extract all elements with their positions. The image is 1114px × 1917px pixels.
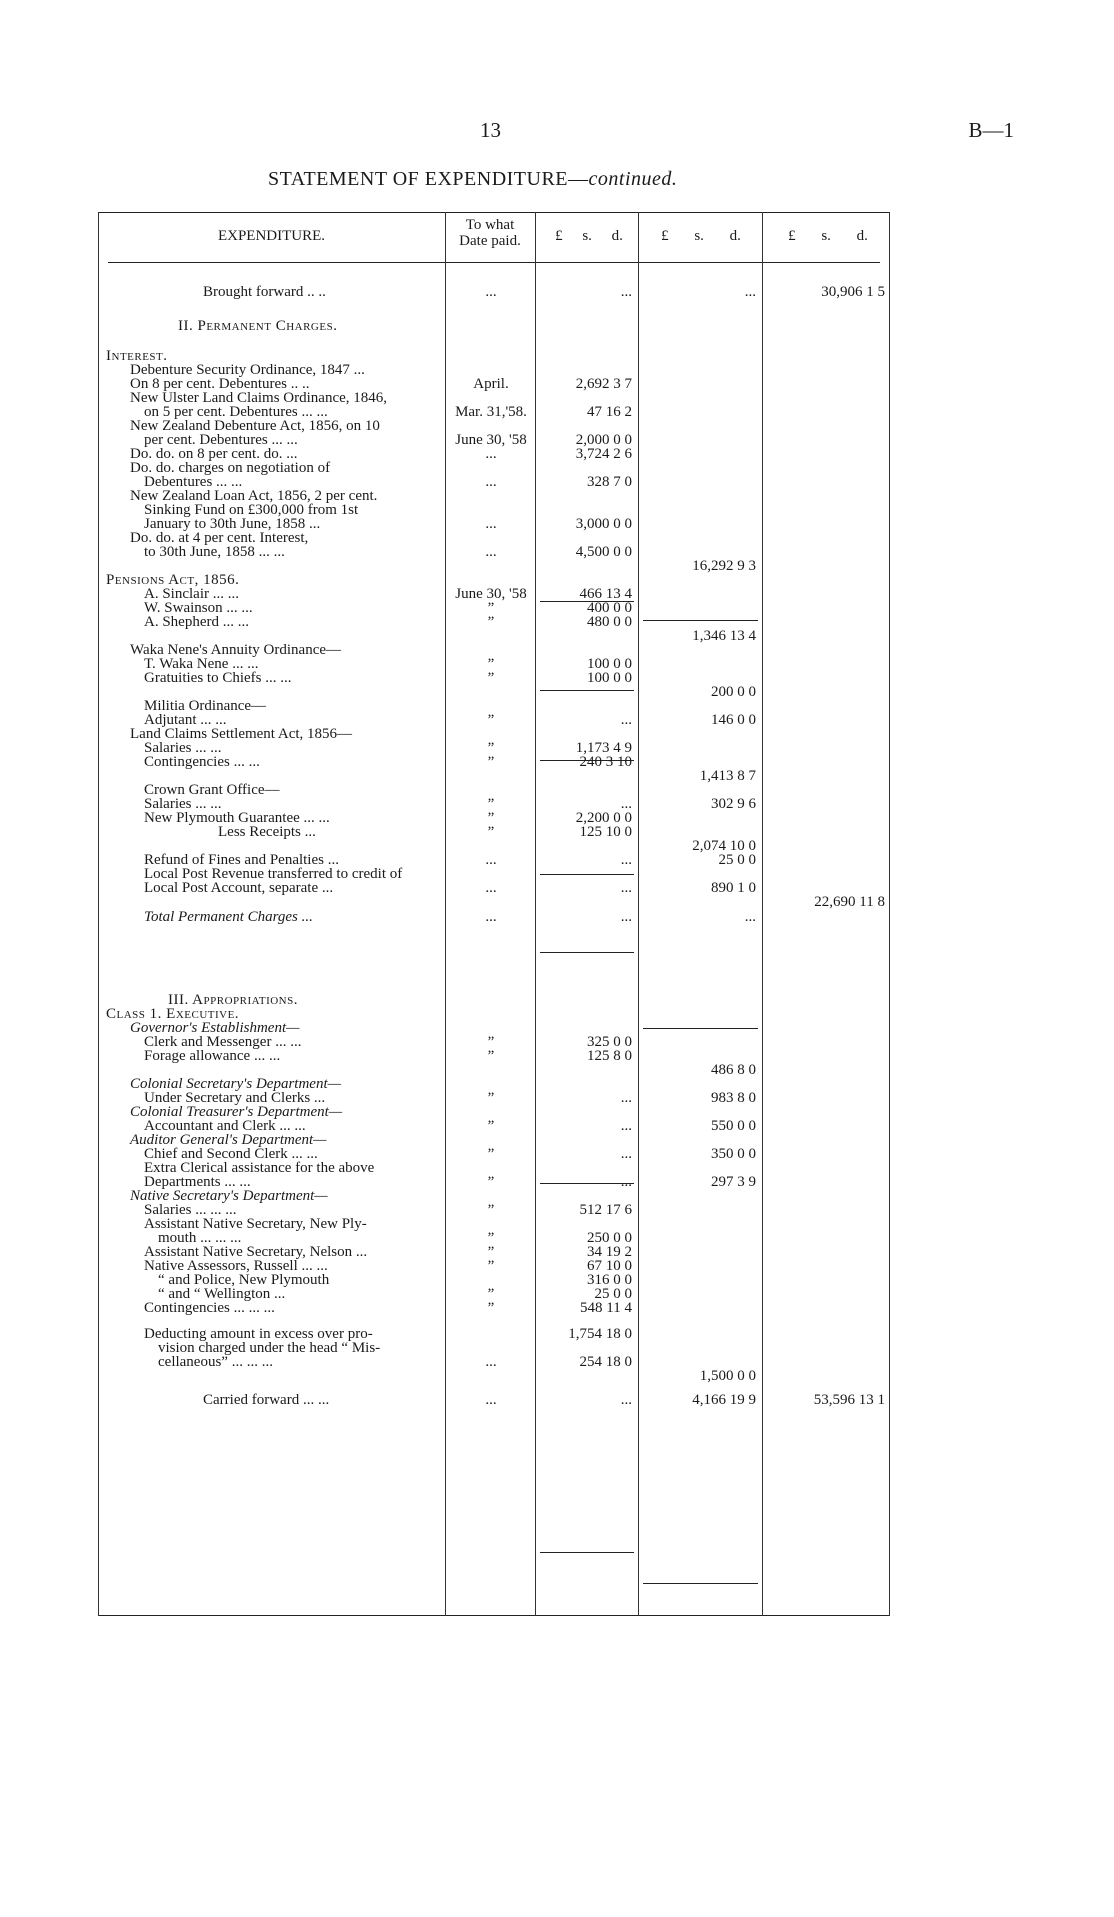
- row-label: Class 1. Executive.: [106, 1006, 240, 1022]
- date-paid-cell: Mar. 31,'58.: [455, 404, 527, 420]
- row-label: Under Secretary and Clerks ...: [144, 1090, 326, 1106]
- row-label: Forage allowance ... ...: [144, 1048, 281, 1064]
- row-label: Governor's Establishment—: [130, 1020, 300, 1036]
- row-label: Salaries ... ...: [144, 740, 222, 756]
- row-label: Clerk and Messenger ... ...: [144, 1034, 302, 1050]
- amount-cell: ...: [620, 712, 632, 728]
- date-paid-cell: ”: [487, 670, 495, 686]
- date-paid-cell: ...: [485, 1392, 497, 1408]
- row-label: A. Sinclair ... ...: [144, 586, 239, 602]
- row-label: Land Claims Settlement Act, 1856—: [130, 726, 353, 742]
- amount-cell: 16,292 9 3: [692, 558, 756, 574]
- date-paid-cell: ”: [487, 796, 495, 812]
- amount-cell: 254 18 0: [579, 1354, 632, 1370]
- amount-cell: ...: [620, 796, 632, 812]
- subtotal-rule: [540, 874, 634, 875]
- row-label: New Zealand Debenture Act, 1856, on 10: [130, 418, 380, 434]
- date-paid-cell: ...: [485, 446, 497, 462]
- row-label: New Ulster Land Claims Ordinance, 1846,: [130, 390, 388, 406]
- amount-cell: 297 3 9: [711, 1174, 756, 1190]
- amount-cell: 3,724 2 6: [575, 446, 632, 462]
- date-paid-cell: ”: [487, 712, 495, 728]
- date-paid-cell: ...: [485, 284, 497, 300]
- row-label: “ and Police, New Plymouth: [158, 1272, 330, 1288]
- row-label: Salaries ... ... ...: [144, 1202, 237, 1218]
- row-label: January to 30th June, 1858 ...: [144, 516, 321, 532]
- row-label: Adjutant ... ...: [144, 712, 227, 728]
- table-right-rule: [889, 212, 890, 1616]
- date-paid-cell: ...: [485, 544, 497, 560]
- date-paid-cell: ...: [485, 516, 497, 532]
- row-label: Debenture Security Ordinance, 1847 ...: [130, 362, 365, 378]
- amount-cell: 302 9 6: [711, 796, 756, 812]
- column-rule: [762, 212, 763, 1616]
- amount-cell: 480 0 0: [587, 614, 632, 630]
- amount-cell: 1,413 8 7: [699, 768, 756, 784]
- amount-cell: 328 7 0: [587, 474, 632, 490]
- row-label: per cent. Debentures ... ...: [144, 432, 298, 448]
- subtotal-rule: [540, 690, 634, 691]
- date-paid-cell: ”: [487, 1090, 495, 1106]
- header-rule: [108, 262, 880, 263]
- amount-cell: 400 0 0: [587, 600, 632, 616]
- date-paid-cell: ...: [485, 909, 497, 925]
- row-label: Refund of Fines and Penalties ...: [144, 852, 339, 868]
- amount-cell: 2,000 0 0: [575, 432, 632, 448]
- row-label: Contingencies ... ... ...: [144, 1300, 275, 1316]
- row-label: Chief and Second Clerk ... ...: [144, 1146, 318, 1162]
- row-label: Auditor General's Department—: [130, 1132, 327, 1148]
- amount-cell: 1,500 0 0: [699, 1368, 756, 1384]
- row-label: Less Receipts ...: [218, 824, 316, 840]
- row-label: Brought forward .. ..: [203, 284, 326, 300]
- amount-cell: 890 1 0: [711, 880, 756, 896]
- date-paid-cell: ”: [487, 740, 495, 756]
- amount-cell: 3,000 0 0: [575, 516, 632, 532]
- amount-cell: ...: [620, 1118, 632, 1134]
- row-label: Extra Clerical assistance for the above: [144, 1160, 375, 1176]
- row-label: Native Assessors, Russell ... ...: [144, 1258, 328, 1274]
- amount-cell: 548 11 4: [580, 1300, 632, 1316]
- col-header-money-2: £ s. d.: [661, 228, 741, 244]
- date-paid-cell: ”: [487, 1286, 495, 1302]
- amount-cell: 1,173 4 9: [575, 740, 632, 756]
- col-header-date: To what Date paid.: [459, 217, 521, 249]
- amount-cell: 125 10 0: [579, 824, 632, 840]
- amount-cell: 30,906 1 5: [821, 284, 885, 300]
- table-left-rule: [98, 212, 99, 1616]
- amount-cell: 466 13 4: [579, 586, 632, 602]
- col-header-money-3: £ s. d.: [788, 228, 868, 244]
- amount-cell: 4,166 19 9: [692, 1392, 756, 1408]
- subtotal-rule: [540, 952, 634, 953]
- amount-cell: 2,200 0 0: [575, 810, 632, 826]
- row-label: Contingencies ... ...: [144, 754, 260, 770]
- row-label: III. Appropriations.: [168, 992, 298, 1008]
- amount-cell: 350 0 0: [711, 1146, 756, 1162]
- page-title: STATEMENT OF EXPENDITURE—continued.: [268, 168, 678, 190]
- date-paid-cell: ...: [485, 1354, 497, 1370]
- row-label: to 30th June, 1858 ... ...: [144, 544, 285, 560]
- row-label: Do. do. charges on negotiation of: [130, 460, 331, 476]
- amount-cell: 146 0 0: [711, 712, 756, 728]
- row-label: “ and “ Wellington ...: [158, 1286, 286, 1302]
- amount-cell: 1,754 18 0: [568, 1326, 632, 1342]
- column-rule: [535, 212, 536, 1616]
- row-label: Deducting amount in excess over pro-: [144, 1326, 373, 1342]
- amount-cell: ...: [620, 880, 632, 896]
- subtotal-rule: [540, 1552, 634, 1553]
- date-paid-cell: June 30, '58: [455, 432, 527, 448]
- row-label: Pensions Act, 1856.: [106, 572, 240, 588]
- row-label: On 8 per cent. Debentures .. ..: [130, 376, 310, 392]
- row-label: Interest.: [106, 348, 168, 364]
- date-paid-cell: ”: [487, 1230, 495, 1246]
- date-paid-cell: ...: [485, 880, 497, 896]
- date-paid-cell: ...: [485, 852, 497, 868]
- column-rule: [638, 212, 639, 1616]
- row-label: Colonial Treasurer's Department—: [130, 1104, 343, 1120]
- amount-cell: 325 0 0: [587, 1034, 632, 1050]
- amount-cell: 4,500 0 0: [575, 544, 632, 560]
- row-label: Colonial Secretary's Department—: [130, 1076, 341, 1092]
- amount-cell: 53,596 13 1: [813, 1392, 885, 1408]
- amount-cell: 100 0 0: [587, 670, 632, 686]
- amount-cell: 240 3 10: [579, 754, 632, 770]
- amount-cell: 1,346 13 4: [692, 628, 756, 644]
- row-label: W. Swainson ... ...: [144, 600, 253, 616]
- amount-cell: 983 8 0: [711, 1090, 756, 1106]
- row-label: A. Shepherd ... ...: [144, 614, 249, 630]
- date-paid-cell: ”: [487, 1118, 495, 1134]
- row-label: Waka Nene's Annuity Ordinance—: [130, 642, 342, 658]
- col-header-money-1: £ s. d.: [555, 228, 623, 244]
- date-paid-cell: ”: [487, 1034, 495, 1050]
- amount-cell: 125 8 0: [587, 1048, 632, 1064]
- row-label: II. Permanent Charges.: [178, 318, 338, 334]
- date-paid-cell: ”: [487, 656, 495, 672]
- column-rule: [445, 212, 446, 1616]
- amount-cell: ...: [620, 284, 632, 300]
- date-paid-cell: ”: [487, 754, 495, 770]
- date-paid-cell: ”: [487, 1244, 495, 1260]
- row-label: Assistant Native Secretary, Nelson ...: [144, 1244, 368, 1260]
- row-label: Departments ... ...: [144, 1174, 251, 1190]
- amount-cell: 67 10 0: [587, 1258, 632, 1274]
- date-paid-cell: ”: [487, 824, 495, 840]
- row-label: Do. do. on 8 per cent. do. ...: [130, 446, 298, 462]
- subtotal-rule: [643, 1028, 758, 1029]
- table-top-rule: [98, 212, 890, 213]
- amount-cell: 512 17 6: [579, 1202, 632, 1218]
- amount-cell: ...: [744, 284, 756, 300]
- row-label: T. Waka Nene ... ...: [144, 656, 259, 672]
- row-label: on 5 per cent. Debentures ... ...: [144, 404, 328, 420]
- amount-cell: ...: [744, 909, 756, 925]
- date-paid-cell: ”: [487, 1048, 495, 1064]
- row-label: Crown Grant Office—: [144, 782, 280, 798]
- row-label: Total Permanent Charges ...: [144, 909, 313, 925]
- amount-cell: 486 8 0: [711, 1062, 756, 1078]
- date-paid-cell: April.: [473, 376, 509, 392]
- amount-cell: ...: [620, 852, 632, 868]
- amount-cell: 34 19 2: [587, 1244, 632, 1260]
- col-header-expenditure: EXPENDITURE.: [217, 228, 326, 244]
- date-paid-cell: ...: [485, 474, 497, 490]
- expenditure-table: [98, 212, 890, 1616]
- amount-cell: ...: [620, 1090, 632, 1106]
- amount-cell: 200 0 0: [711, 684, 756, 700]
- amount-cell: 100 0 0: [587, 656, 632, 672]
- row-label: Gratuities to Chiefs ... ...: [144, 670, 292, 686]
- row-label: Accountant and Clerk ... ...: [144, 1118, 306, 1134]
- row-label: Local Post Account, separate ...: [144, 880, 334, 896]
- date-paid-cell: ”: [487, 1174, 495, 1190]
- row-label: Carried forward ... ...: [203, 1392, 330, 1408]
- date-paid-cell: ”: [487, 810, 495, 826]
- date-paid-cell: ”: [487, 1300, 495, 1316]
- amount-cell: 47 16 2: [587, 404, 632, 420]
- row-label: Do. do. at 4 per cent. Interest,: [130, 530, 309, 546]
- table-bottom-rule: [98, 1615, 890, 1616]
- date-paid-cell: ”: [487, 1146, 495, 1162]
- date-paid-cell: ”: [487, 600, 495, 616]
- subtotal-rule: [643, 1583, 758, 1584]
- amount-cell: 25 0 0: [718, 852, 756, 868]
- amount-cell: 2,074 10 0: [692, 838, 756, 854]
- document-code: B—1: [968, 118, 1014, 142]
- amount-cell: 250 0 0: [587, 1230, 632, 1246]
- row-label: Debentures ... ...: [144, 474, 243, 490]
- row-label: vision charged under the head “ Mis-: [158, 1340, 381, 1356]
- row-label: Militia Ordinance—: [144, 698, 267, 714]
- row-label: mouth ... ... ...: [158, 1230, 242, 1246]
- amount-cell: 2,692 3 7: [575, 376, 632, 392]
- amount-cell: ...: [620, 1392, 632, 1408]
- amount-cell: 25 0 0: [594, 1286, 632, 1302]
- page-number: 13: [480, 118, 501, 142]
- row-label: Salaries ... ...: [144, 796, 222, 812]
- row-label: Assistant Native Secretary, New Ply-: [144, 1216, 367, 1232]
- amount-cell: 550 0 0: [711, 1118, 756, 1134]
- row-label: cellaneous” ... ... ...: [158, 1354, 273, 1370]
- date-paid-cell: June 30, '58: [455, 586, 527, 602]
- amount-cell: ...: [620, 1146, 632, 1162]
- amount-cell: 22,690 11 8: [814, 894, 885, 910]
- row-label: Sinking Fund on £300,000 from 1st: [144, 502, 359, 518]
- row-label: New Zealand Loan Act, 1856, 2 per cent.: [130, 488, 378, 504]
- amount-cell: 316 0 0: [587, 1272, 632, 1288]
- row-label: New Plymouth Guarantee ... ...: [144, 810, 330, 826]
- row-label: Local Post Revenue transferred to credit of: [144, 866, 403, 882]
- amount-cell: ...: [620, 1174, 632, 1190]
- subtotal-rule: [643, 620, 758, 621]
- amount-cell: ...: [620, 909, 632, 925]
- date-paid-cell: ”: [487, 1202, 495, 1218]
- date-paid-cell: ”: [487, 1258, 495, 1274]
- date-paid-cell: ”: [487, 614, 495, 630]
- row-label: Native Secretary's Department—: [130, 1188, 328, 1204]
